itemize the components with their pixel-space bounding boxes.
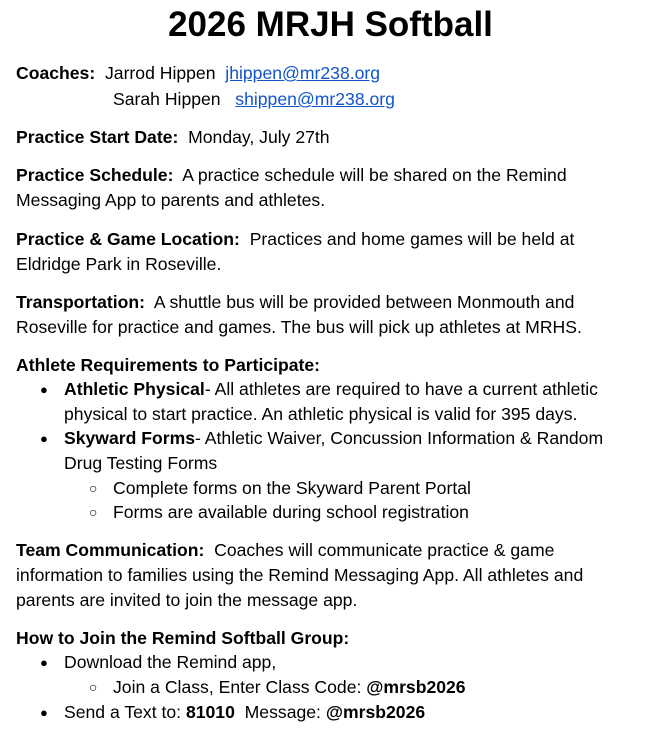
practice-schedule-line-1 <box>16 163 649 188</box>
message-label: Message: <box>244 702 326 722</box>
bullet-icon: ● <box>40 705 48 720</box>
send-text-label: Send a Text to: <box>64 702 186 722</box>
location-line-1 <box>16 227 649 252</box>
coach-email-link[interactable]: shippen@mr238.org <box>235 89 395 109</box>
hollow-bullet-icon: ○ <box>89 679 98 695</box>
coaches-row-1 <box>16 61 649 86</box>
physical-label: Athletic Physical <box>64 379 205 399</box>
page-title: 2026 MRJH Softball <box>168 5 493 44</box>
physical-line-2: physical to start practice. An athletic physical is valid for 395 days. <box>64 404 578 424</box>
practice-start-row <box>16 125 649 150</box>
remind-download: Download the Remind app, <box>64 652 277 672</box>
remind-join-class <box>113 675 649 700</box>
transportation-label: Transportation: <box>16 292 146 312</box>
communication-line-1 <box>16 538 649 563</box>
join-text: Join a Class, Enter Class Code: <box>113 677 367 697</box>
bullet-icon: ● <box>40 382 48 397</box>
communication-line-3: parents are invited to join the message app. <box>16 590 358 610</box>
message-code: @mrsb2026 <box>325 702 426 722</box>
coaches-label: Coaches: <box>16 63 96 83</box>
physical-line-1 <box>64 377 649 402</box>
requirements-heading-text: Athlete Requirements to Participate: <box>16 355 321 375</box>
remind-heading-text: How to Join the Remind Softball Group: <box>16 628 350 648</box>
text-number: 81010 <box>185 702 235 722</box>
practice-start-value: Monday, July 27th <box>188 127 330 147</box>
transportation-text: A shuttle bus will be provided between Monmouth and <box>153 292 575 312</box>
coach-name: Jarrod Hippen <box>104 63 216 83</box>
transportation-line-1 <box>16 290 649 315</box>
remind-heading <box>16 626 649 651</box>
location-line-2: Eldridge Park in Roseville. <box>16 254 222 274</box>
remind-send-text <box>64 700 649 725</box>
skyward-label: Skyward Forms <box>64 428 196 448</box>
practice-start-label: Practice Start Date: <box>16 127 179 147</box>
practice-schedule-label: Practice Schedule: <box>16 165 174 185</box>
practice-schedule-line-2: Messaging App to parents and athletes. <box>16 190 326 210</box>
skyward-line-2: Drug Testing Forms <box>64 453 218 473</box>
communication-text: Coaches will communicate practice & game <box>214 540 555 560</box>
coach-email-link[interactable]: jhippen@mr238.org <box>225 63 381 83</box>
practice-schedule-text: A practice schedule will be shared on the Remind <box>182 165 567 185</box>
location-label: Practice & Game Location: <box>16 229 240 249</box>
physical-text: - All athletes are required to have a current athletic <box>204 379 598 399</box>
communication-line-2: information to families using the Remind Messaging App. All athletes and <box>16 565 584 585</box>
bullet-icon: ● <box>40 431 48 446</box>
skyward-text: - Athletic Waiver, Concussion Information & Random <box>195 428 604 448</box>
bullet-icon: ● <box>40 655 48 670</box>
skyward-sub-item: Complete forms on the Skyward Parent Portal <box>113 478 471 498</box>
location-text: Practices and home games will be held at <box>249 229 575 249</box>
class-code: @mrsb2026 <box>366 677 466 697</box>
requirements-heading <box>16 353 649 378</box>
coaches-row-2 <box>113 87 649 112</box>
coach-name: Sarah Hippen <box>113 89 221 109</box>
transportation-line-2: Roseville for practice and games. The bus will pick up athletes at MRHS. <box>16 317 582 337</box>
hollow-bullet-icon: ○ <box>89 504 98 520</box>
skyward-line-1 <box>64 426 649 451</box>
communication-label: Team Communication: <box>16 540 205 560</box>
hollow-bullet-icon: ○ <box>89 480 98 496</box>
skyward-sub-item: Forms are available during school registration <box>113 502 469 522</box>
